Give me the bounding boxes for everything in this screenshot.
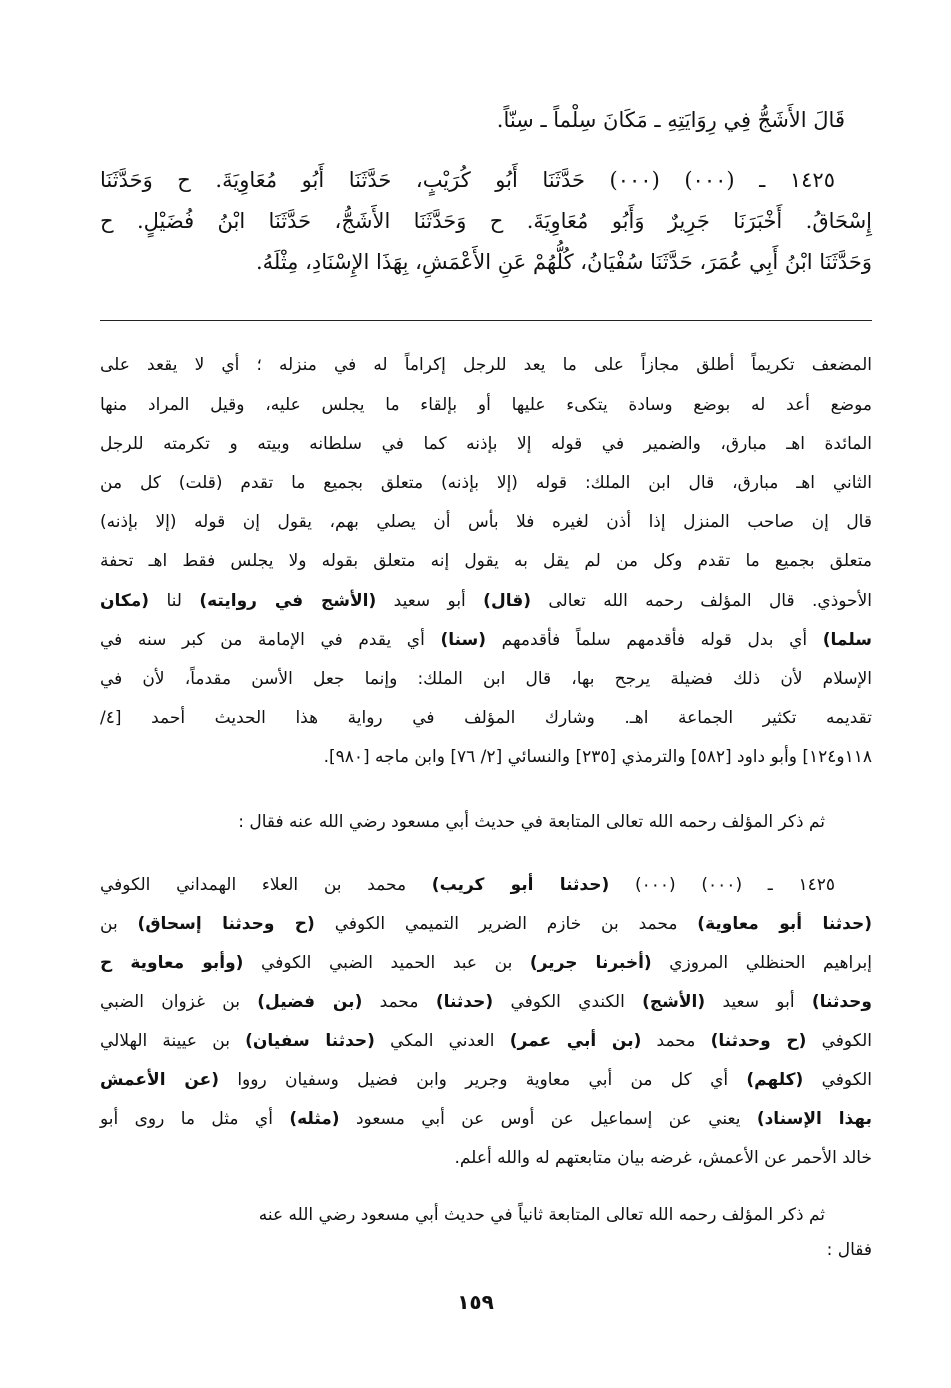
commentary-line <box>100 1143 872 1173</box>
text-segment: محمد <box>641 1031 711 1051</box>
commentary-line <box>100 742 872 772</box>
bold-quote: (حدثنا أبو معاوية) <box>697 914 873 934</box>
commentary-line <box>100 507 872 537</box>
text-segment: محمد <box>362 992 436 1012</box>
bold-quote: وحدثنا) <box>811 992 872 1012</box>
text-segment: أي مثل ما روى أبو <box>100 1109 290 1129</box>
text-segment: أي كل من أبي معاوية وجرير وابن فضيل وسفيان رووا <box>219 1070 747 1090</box>
text-segment: الكندي الكوفي <box>493 992 643 1012</box>
commentary-line <box>100 987 872 1017</box>
commentary-line <box>100 948 872 978</box>
hadith-line: قَالَ الأَشَجُّ فِي رِوَايَتِهِ ـ مَكَانَ سِلْماً ـ سِنّاً. <box>496 108 845 132</box>
bold-quote: (كلهم) <box>746 1070 804 1090</box>
bold-quote: (مكان <box>100 591 150 611</box>
text-segment: الإسلام لأن ذلك فضيلة يرجح بها، قال ابن الملك: وإنما جعل الأسن مقدماً، لأن في <box>100 669 872 689</box>
commentary-line <box>100 429 872 459</box>
text-segment: خالد الأحمر عن الأعمش، غرضه بيان متابعتهم له والله أعلم. <box>454 1148 872 1168</box>
text-segment: بن غزوان الضبي <box>100 992 258 1012</box>
commentary-line <box>100 1065 872 1095</box>
text-segment: محمد بن خازم الضرير التميمي الكوفي <box>314 914 698 934</box>
commentary-line <box>100 909 872 939</box>
text-segment: الكوفي <box>806 1031 872 1051</box>
bold-quote: (حدثنا أبو كريب) <box>431 875 610 895</box>
text-segment: لنا <box>149 591 200 611</box>
commentary-line <box>100 546 872 576</box>
commentary-line <box>100 703 872 733</box>
bold-quote: (أخبرنا جرير) <box>529 953 652 973</box>
text-segment: تقديمه تكثير الجماعة اهـ. وشارك المؤلف في رواية هذا الحديث أحمد [٤/ <box>100 708 872 728</box>
commentary-line <box>100 807 872 837</box>
bold-quote: (بن فضيل) <box>257 992 363 1012</box>
commentary-line <box>100 390 872 420</box>
text-segment: الأحوذي. قال المؤلف رحمه الله تعالى <box>530 591 872 611</box>
text-segment: فقال : <box>826 1240 872 1260</box>
commentary-line <box>100 350 872 380</box>
bold-quote: (وأبو معاوية ح <box>100 953 244 973</box>
text-segment: بن <box>100 914 138 934</box>
commentary-line <box>100 870 872 900</box>
bold-quote: (سنا) <box>440 630 487 650</box>
bold-quote: (عن الأعمش <box>100 1070 220 1090</box>
bold-quote: (مثله) <box>289 1109 340 1129</box>
bold-quote: (ح وحدثنا) <box>710 1031 807 1051</box>
text-segment: متعلق بجميع ما تقدم وكل من لم يقل به يقول إنه متعلق بقوله ولا يجلس فقط اهـ تحفة <box>100 551 872 571</box>
text-segment: الثاني اهـ مبارق، قال ابن الملك: قوله (إلا بإذنه) متعلق بجميع ما تقدم (قلت) كل من <box>100 473 872 493</box>
footnote-divider <box>100 320 872 321</box>
hadith-line: ١٤٢٥ ـ (٠٠٠) (٠٠٠) حَدَّثَنَا أَبُو كُرَيْبٍ، حَدَّثَنَا أَبُو مُعَاوِيَةَ. ح وَحَدَّثَنَا <box>100 168 835 192</box>
text-segment: بن عبد الحميد الضبي الكوفي <box>243 953 530 973</box>
commentary-line <box>100 1235 872 1265</box>
text-segment: أي بدل قوله فأقدمهم سلماً فأقدمهم <box>486 630 823 650</box>
commentary-line <box>100 1200 872 1230</box>
page-number: ١٥٩ <box>457 1290 494 1314</box>
text-segment: أبو سعيد <box>376 591 484 611</box>
bold-quote: (قال) <box>483 591 531 611</box>
commentary-line <box>100 625 872 655</box>
text-segment: أبو سعيد <box>705 992 812 1012</box>
text-segment: قال إن صاحب المنزل إذا أذن لغيره فلا بأس أن يصلي بهم، يقول إن قوله (إلا بإذنه) <box>100 512 872 532</box>
text-segment: بن عيينة الهلالي <box>100 1031 246 1051</box>
bold-quote: (حدثنا) <box>435 992 494 1012</box>
text-segment: العدني المكي <box>374 1031 510 1051</box>
text-segment: ثم ذكر المؤلف رحمه الله تعالى المتابعة في حديث أبي مسعود رضي الله عنه فقال : <box>238 812 825 832</box>
commentary-line <box>100 1026 872 1056</box>
bold-quote: (الأشج) <box>642 992 706 1012</box>
text-segment: الكوفي <box>803 1070 872 1090</box>
commentary-line <box>100 664 872 694</box>
bold-quote: بهذا الإسناد) <box>756 1109 872 1129</box>
text-segment: موضع أعد له بوضع وسادة يتكىء عليها أو بإلقاء ما يجلس عليه، وقيل المراد منها <box>100 395 872 415</box>
text-segment: يعني عن إسماعيل عن أوس عن أبي مسعود <box>339 1109 757 1129</box>
text-segment: ثم ذكر المؤلف رحمه الله تعالى المتابعة ثانياً في حديث أبي مسعود رضي الله عنه <box>258 1205 825 1225</box>
text-segment: ١١٨و١٢٤] وأبو داود [٥٨٢] والترمذي [٢٣٥] والنسائي [٢/ ٧٦] وابن ماجه [٩٨٠]. <box>323 747 872 767</box>
text-segment: أي يقدم في الإمامة من كبر سنه في <box>100 630 441 650</box>
commentary-line <box>100 468 872 498</box>
commentary-line <box>100 586 872 616</box>
bold-quote: (بن أبي عمر) <box>509 1031 642 1051</box>
text-segment: المائدة اهـ مبارق، والضمير في قوله إلا بإذنه كما في سلطانه وبيته و تكرمته للرجل <box>100 434 872 454</box>
bold-quote: (حدثنا سفيان) <box>245 1031 375 1051</box>
hadith-line: إِسْحَاقُ. أَخْبَرَنَا جَرِيرٌ وَأَبُو مُعَاوِيَةَ. ح وَحَدَّثَنَا الأَشَجُّ، حَدَّثَنَا ابْنُ فُضَيْلٍ. ح <box>100 209 872 233</box>
text-segment: محمد بن العلاء الهمداني الكوفي <box>100 875 432 895</box>
text-segment: إبراهيم الحنظلي المروزي <box>651 953 873 973</box>
text-segment: ١٤٢٥ ـ (٠٠٠) (٠٠٠) <box>609 875 836 895</box>
bold-quote: (ح وحدثنا إسحاق) <box>137 914 315 934</box>
commentary-line <box>100 1104 872 1134</box>
text-segment: المضعف تكريماً أطلق مجازاً على ما يعد للرجل إكراماً له في منزله ؛ أي لا يقعد على <box>100 355 872 375</box>
hadith-line: وَحَدَّثَنَا ابْنُ أَبِي عُمَرَ، حَدَّثَنَا سُفْيَانُ، كُلُّهُمْ عَنِ الأَعْمَشِ، بِهَذَا الإِسْنَادِ، مِثْلَهُ. <box>255 250 872 274</box>
bold-quote: سلما) <box>822 630 872 650</box>
bold-quote: (الأشج في روايته) <box>199 591 377 611</box>
